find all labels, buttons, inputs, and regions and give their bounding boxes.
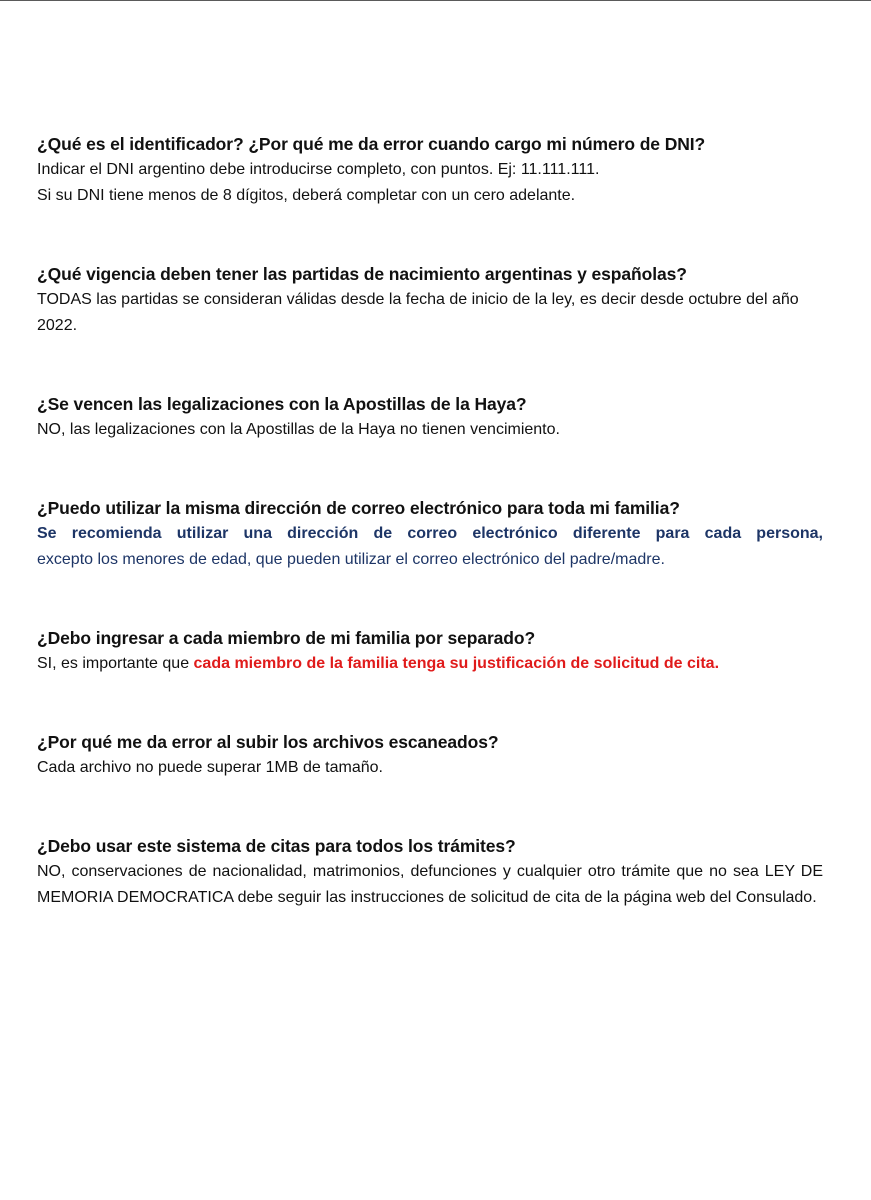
faq-answer — [37, 651, 823, 677]
faq-answer-emphasis: Se recomienda utilizar una dirección de correo electrónico diferente para cada persona, — [37, 525, 823, 542]
faq-question: ¿Qué es el identificador? ¿Por qué me da error cuando cargo mi número de DNI? — [37, 134, 706, 154]
faq-question: ¿Debo usar este sistema de citas para todos los trámites? — [37, 836, 516, 856]
faq-answer-highlight: cada miembro de la familia tenga su justificación de solicitud de cita. — [193, 655, 720, 672]
top-border-line — [0, 0, 871, 1]
faq-answer: NO, las legalizaciones con la Apostillas de la Haya no tienen vencimiento. — [37, 421, 560, 438]
faq-answer: excepto los menores de edad, que pueden utilizar el correo electrónico del padre/madre. — [37, 551, 665, 568]
faq-item-dni — [37, 131, 823, 209]
faq-answer: TODAS las partidas se consideran válidas desde la fecha de inicio de la ley, es decir desde octubre del año 2022. — [37, 291, 799, 334]
faq-answer: Si su DNI tiene menos de 8 dígitos, deberá completar con un cero adelante. — [37, 187, 576, 204]
faq-question: ¿Puedo utilizar la misma dirección de correo electrónico para toda mi familia? — [37, 498, 680, 518]
faq-item-apostillas — [37, 391, 823, 443]
faq-item-archivos — [37, 729, 823, 781]
faq-answer — [37, 521, 823, 547]
faq-answer: Indicar el DNI argentino debe introducirse completo, con puntos. Ej: 11.111.111. — [37, 161, 600, 178]
faq-item-correo — [37, 495, 823, 573]
faq-question: ¿Qué vigencia deben tener las partidas de nacimiento argentinas y españolas? — [37, 264, 687, 284]
faq-answer: NO, conservaciones de nacionalidad, matrimonios, defunciones y cualquier otro trámite que no sea LEY DE MEMORIA DEMOCRATICA debe seguir las instrucciones de solicitud de cita de la página web del Consulado. — [37, 863, 823, 906]
faq-item-partidas — [37, 261, 823, 339]
faq-question: ¿Debo ingresar a cada miembro de mi familia por separado? — [37, 628, 536, 648]
faq-item-tramites — [37, 833, 823, 911]
faq-item-miembros — [37, 625, 823, 677]
faq-question: ¿Se vencen las legalizaciones con la Apostillas de la Haya? — [37, 394, 527, 414]
faq-answer-prefix: SI, es importante que — [37, 655, 194, 672]
faq-question: ¿Por qué me da error al subir los archivos escaneados? — [37, 732, 499, 752]
faq-document — [37, 131, 823, 911]
faq-answer: Cada archivo no puede superar 1MB de tamaño. — [37, 759, 383, 776]
